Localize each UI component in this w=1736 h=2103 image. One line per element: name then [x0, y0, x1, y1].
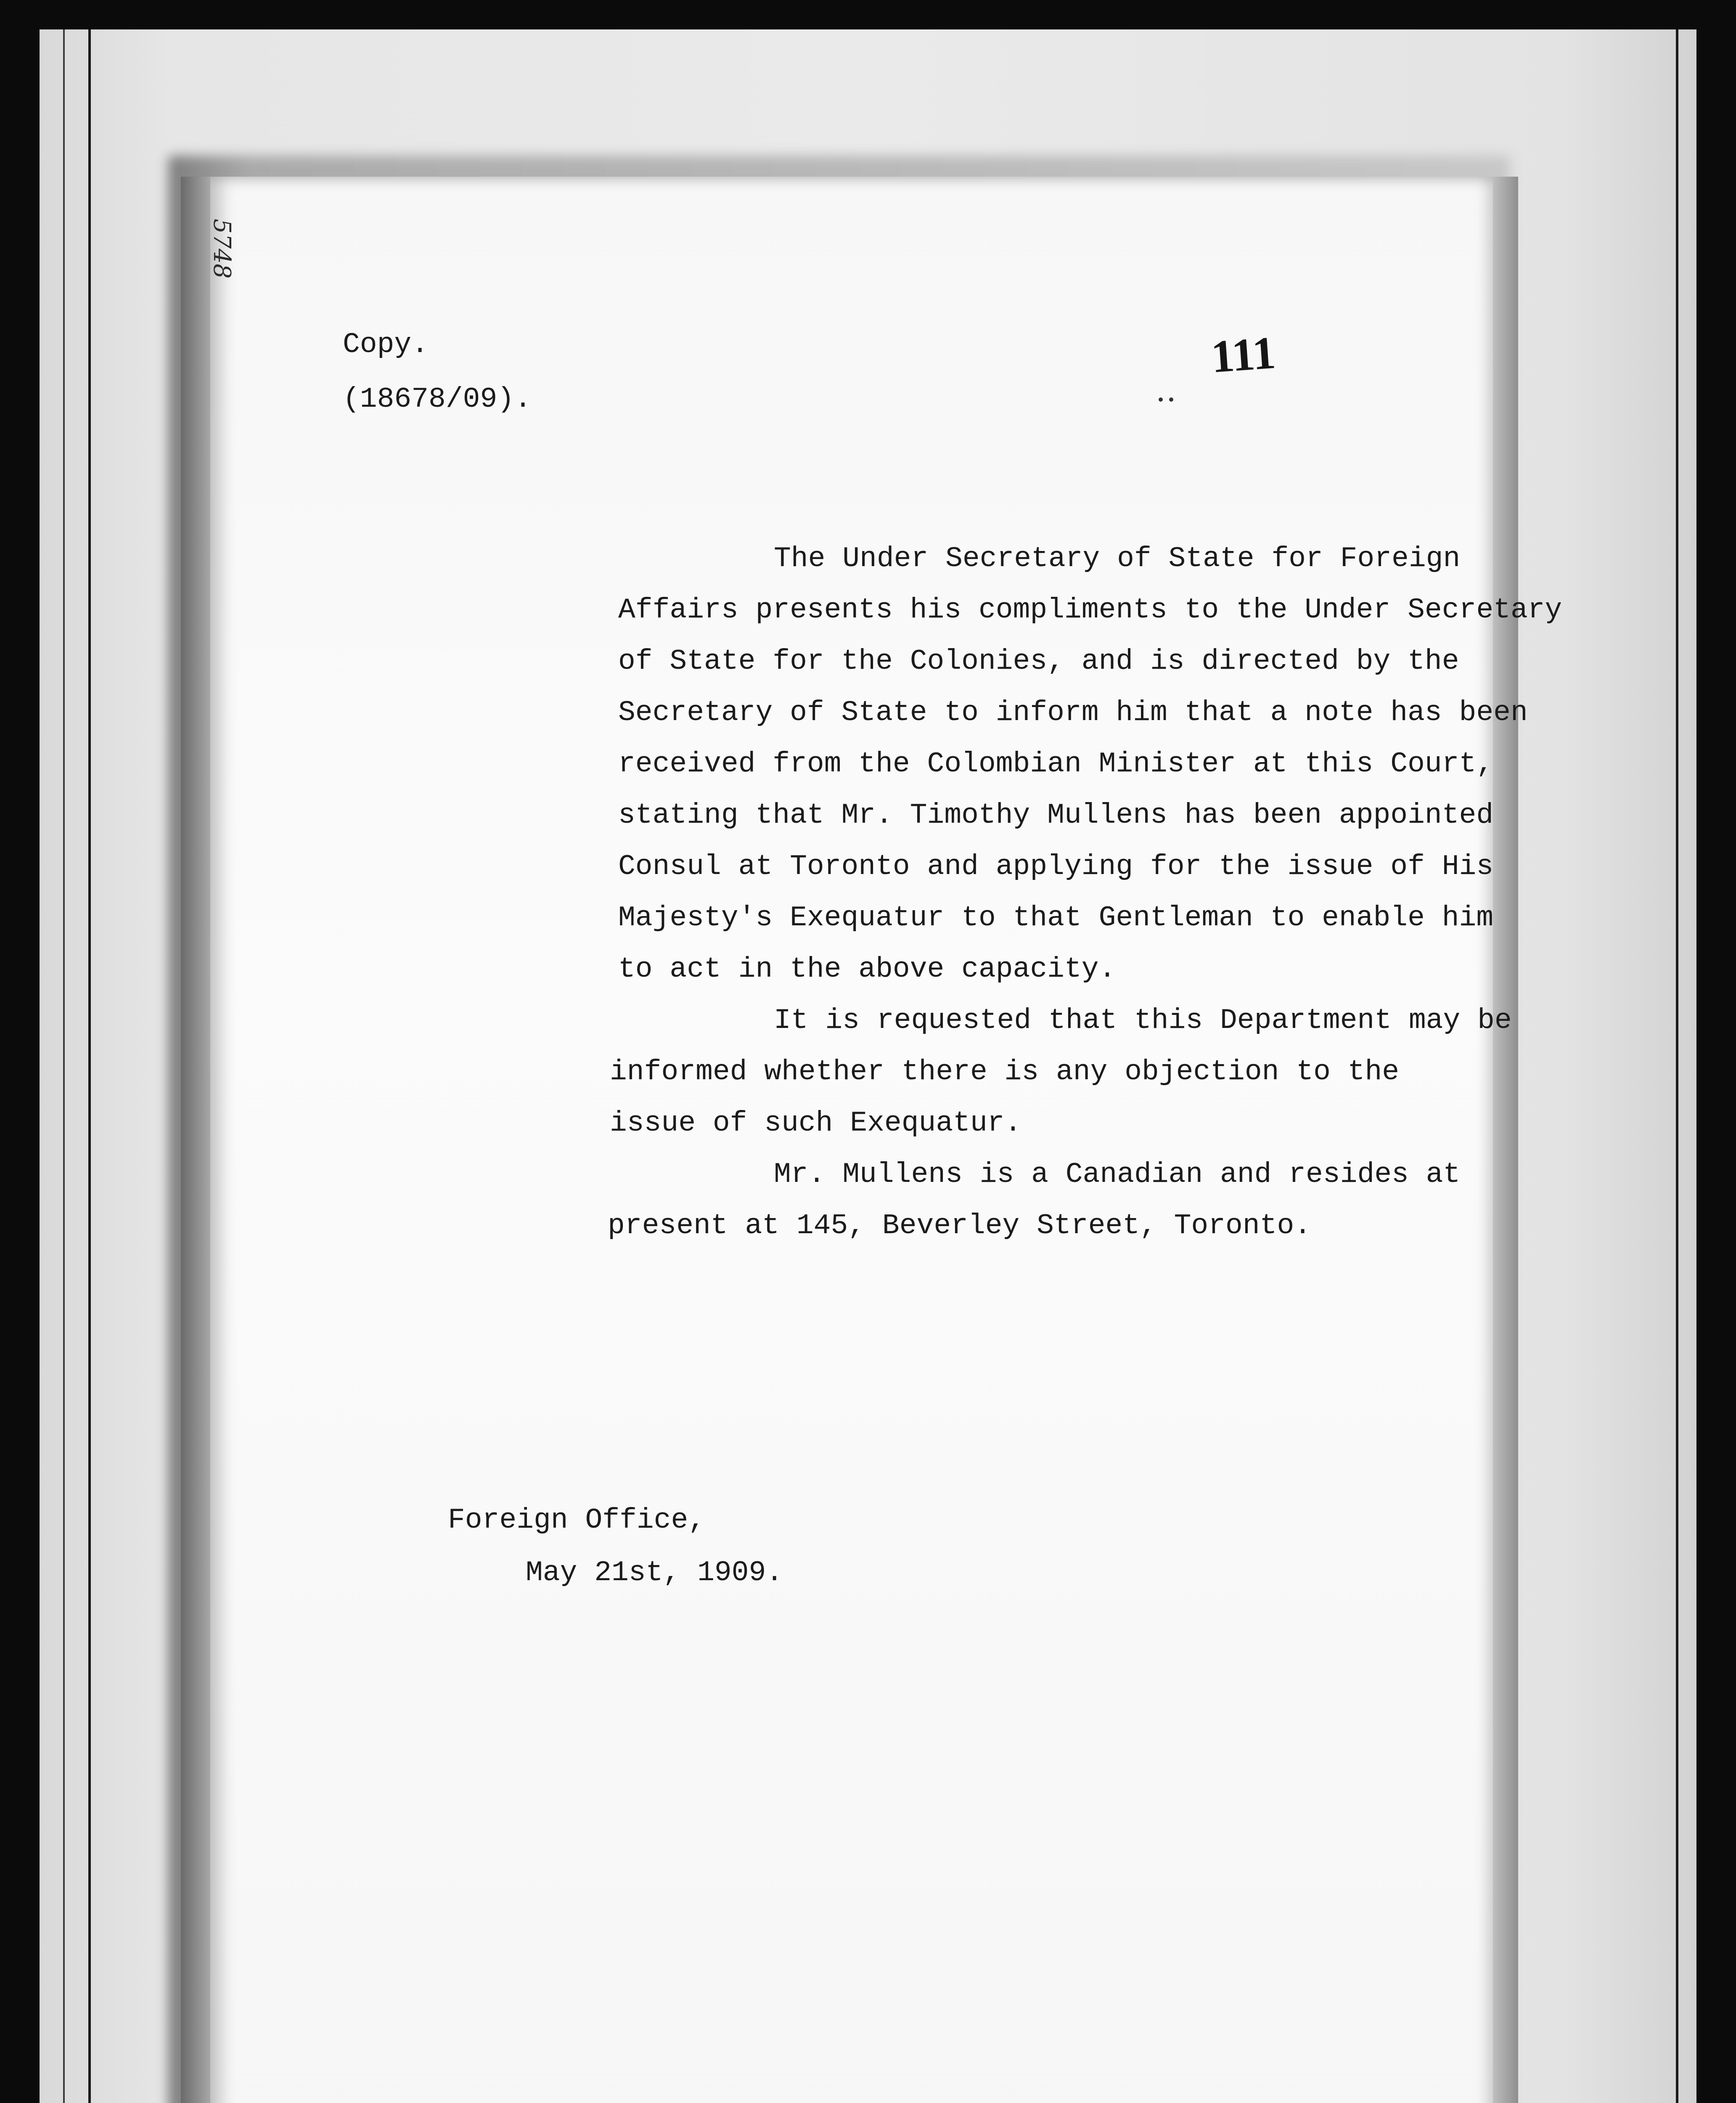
letter-line: received from the Colombian Minister at this Court,: [618, 748, 1494, 780]
frame-border-left: [88, 29, 91, 2103]
letter-line: of State for the Colonies, and is directed by the: [618, 645, 1459, 678]
signature-place: Foreign Office,: [448, 1504, 706, 1536]
letter-line: Affairs presents his compliments to the Under Secretary: [618, 594, 1562, 626]
letter-line: informed whether there is any objection to the: [610, 1056, 1400, 1088]
letter-line: to act in the above capacity.: [618, 953, 1116, 985]
letter-line: present at 145, Beverley Street, Toronto.: [608, 1210, 1312, 1242]
letter-line: It is requested that this Department may be: [774, 1004, 1512, 1037]
marginal-number: 5748: [208, 219, 236, 279]
frame-border-right: [1676, 29, 1678, 2103]
letter-line: Consul at Toronto and applying for the issue of His: [618, 850, 1494, 883]
letter-line: stating that Mr. Timothy Mullens has been appointed: [618, 799, 1494, 832]
signature-date: May 21st, 1909.: [526, 1557, 783, 1589]
ink-dot: [1169, 397, 1173, 402]
letter-line: The Under Secretary of State for Foreign: [774, 543, 1461, 575]
copy-label: Copy.: [343, 328, 429, 361]
letter-line: issue of such Exequatur.: [610, 1107, 1022, 1139]
ink-dot: [1159, 397, 1163, 402]
page-number: 111: [1209, 326, 1277, 383]
letter-line: Mr. Mullens is a Canadian and resides at: [774, 1158, 1461, 1191]
letter-line: Secretary of State to inform him that a note has been: [618, 697, 1528, 729]
document-page: [210, 177, 1493, 2103]
reference-number: (18678/09).: [343, 383, 532, 416]
letter-line: Majesty's Exequatur to that Gentleman to enable him: [618, 902, 1494, 934]
frame-border-left-outer: [63, 29, 65, 2103]
